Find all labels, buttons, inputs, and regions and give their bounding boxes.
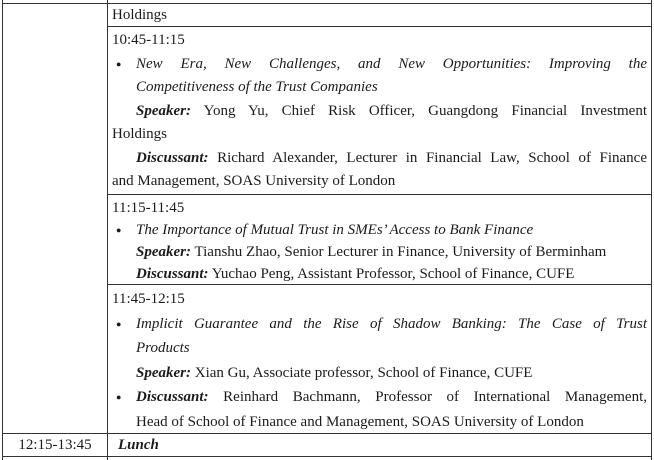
text-line <box>112 123 647 147</box>
text-line <box>112 336 647 361</box>
text-segment: Richard Alexander, Lecturer in Financial Law, School of Finance <box>208 149 647 166</box>
session-1045-cell <box>108 27 651 195</box>
text-segment: Yuchao Peng, Assistant Professor, School of Finance, CUFE <box>208 266 575 282</box>
text-segment: Yong Yu, Chief Risk Officer, Guangdong Financial Investment <box>191 102 647 119</box>
text-line <box>112 361 647 386</box>
text-segment: Head of School of Finance and Management, SOAS University of London <box>136 413 584 430</box>
text-line <box>112 241 647 263</box>
bullet-icon: ● <box>116 58 122 69</box>
text-line <box>112 170 647 194</box>
text-line <box>112 76 647 100</box>
text-segment: Discussant: <box>136 266 209 282</box>
text-segment: Speaker: <box>136 102 191 119</box>
text-line <box>112 197 647 219</box>
text-segment: 11:15-11:45 <box>112 200 185 216</box>
schedule-table <box>2 0 652 460</box>
text-line <box>112 5 647 26</box>
bullet-icon: ● <box>116 318 122 329</box>
text-segment: New Era, New Challenges, and New Opportunities: Improving the <box>136 55 647 72</box>
text-segment: and Management, SOAS University of London <box>112 173 396 189</box>
text-line <box>112 53 647 77</box>
text-segment: Discussant: <box>136 149 209 166</box>
text-segment: The Importance of Mutual Trust in SMEs’ Access to Bank Finance <box>136 222 534 238</box>
text-segment: Xian Gu, Associate professor, School of Finance, CUFE <box>191 364 533 381</box>
text-line <box>112 410 647 435</box>
lunch-cell <box>108 434 651 457</box>
text-line <box>112 312 647 337</box>
text-segment: Implicit Guarantee and the Rise of Shadow Banking: The Case of Trust <box>136 315 647 332</box>
time-column <box>3 0 108 460</box>
text-line <box>112 287 647 312</box>
text-segment: Products <box>136 340 190 356</box>
session-1115-cell <box>108 195 651 285</box>
text-segment: Reinhard Bachmann, Professor of International Management, <box>208 389 647 405</box>
holdings-continuation-cell <box>108 4 651 27</box>
text-segment: Competitiveness of the Trust Companies <box>136 79 378 95</box>
text-segment: 10:45-11:15 <box>112 32 185 48</box>
text-segment: 11:45-12:15 <box>112 291 185 307</box>
bullet-icon: ● <box>116 225 122 235</box>
text-segment: Lunch <box>118 437 159 453</box>
lunch-time-cell: 12:15-13:45 <box>3 434 107 457</box>
text-segment: Holdings <box>112 126 168 142</box>
text-segment: Holdings <box>112 7 168 23</box>
merged-empty-time-cell <box>3 4 107 434</box>
text-line <box>112 385 647 410</box>
bullet-icon: ● <box>116 392 122 402</box>
session-1145-cell <box>108 285 651 434</box>
text-segment: Speaker: <box>136 364 191 381</box>
text-line <box>112 29 647 53</box>
text-line <box>112 147 647 171</box>
text-segment: Discussant: <box>136 389 209 405</box>
text-segment: Tianshu Zhao, Senior Lecturer in Finance, University of Berminham <box>191 244 607 260</box>
text-line <box>112 100 647 124</box>
text-line <box>112 263 647 285</box>
text-line <box>112 219 647 241</box>
content-column <box>108 0 651 460</box>
text-segment: Speaker: <box>136 244 191 260</box>
text-line <box>118 435 647 456</box>
